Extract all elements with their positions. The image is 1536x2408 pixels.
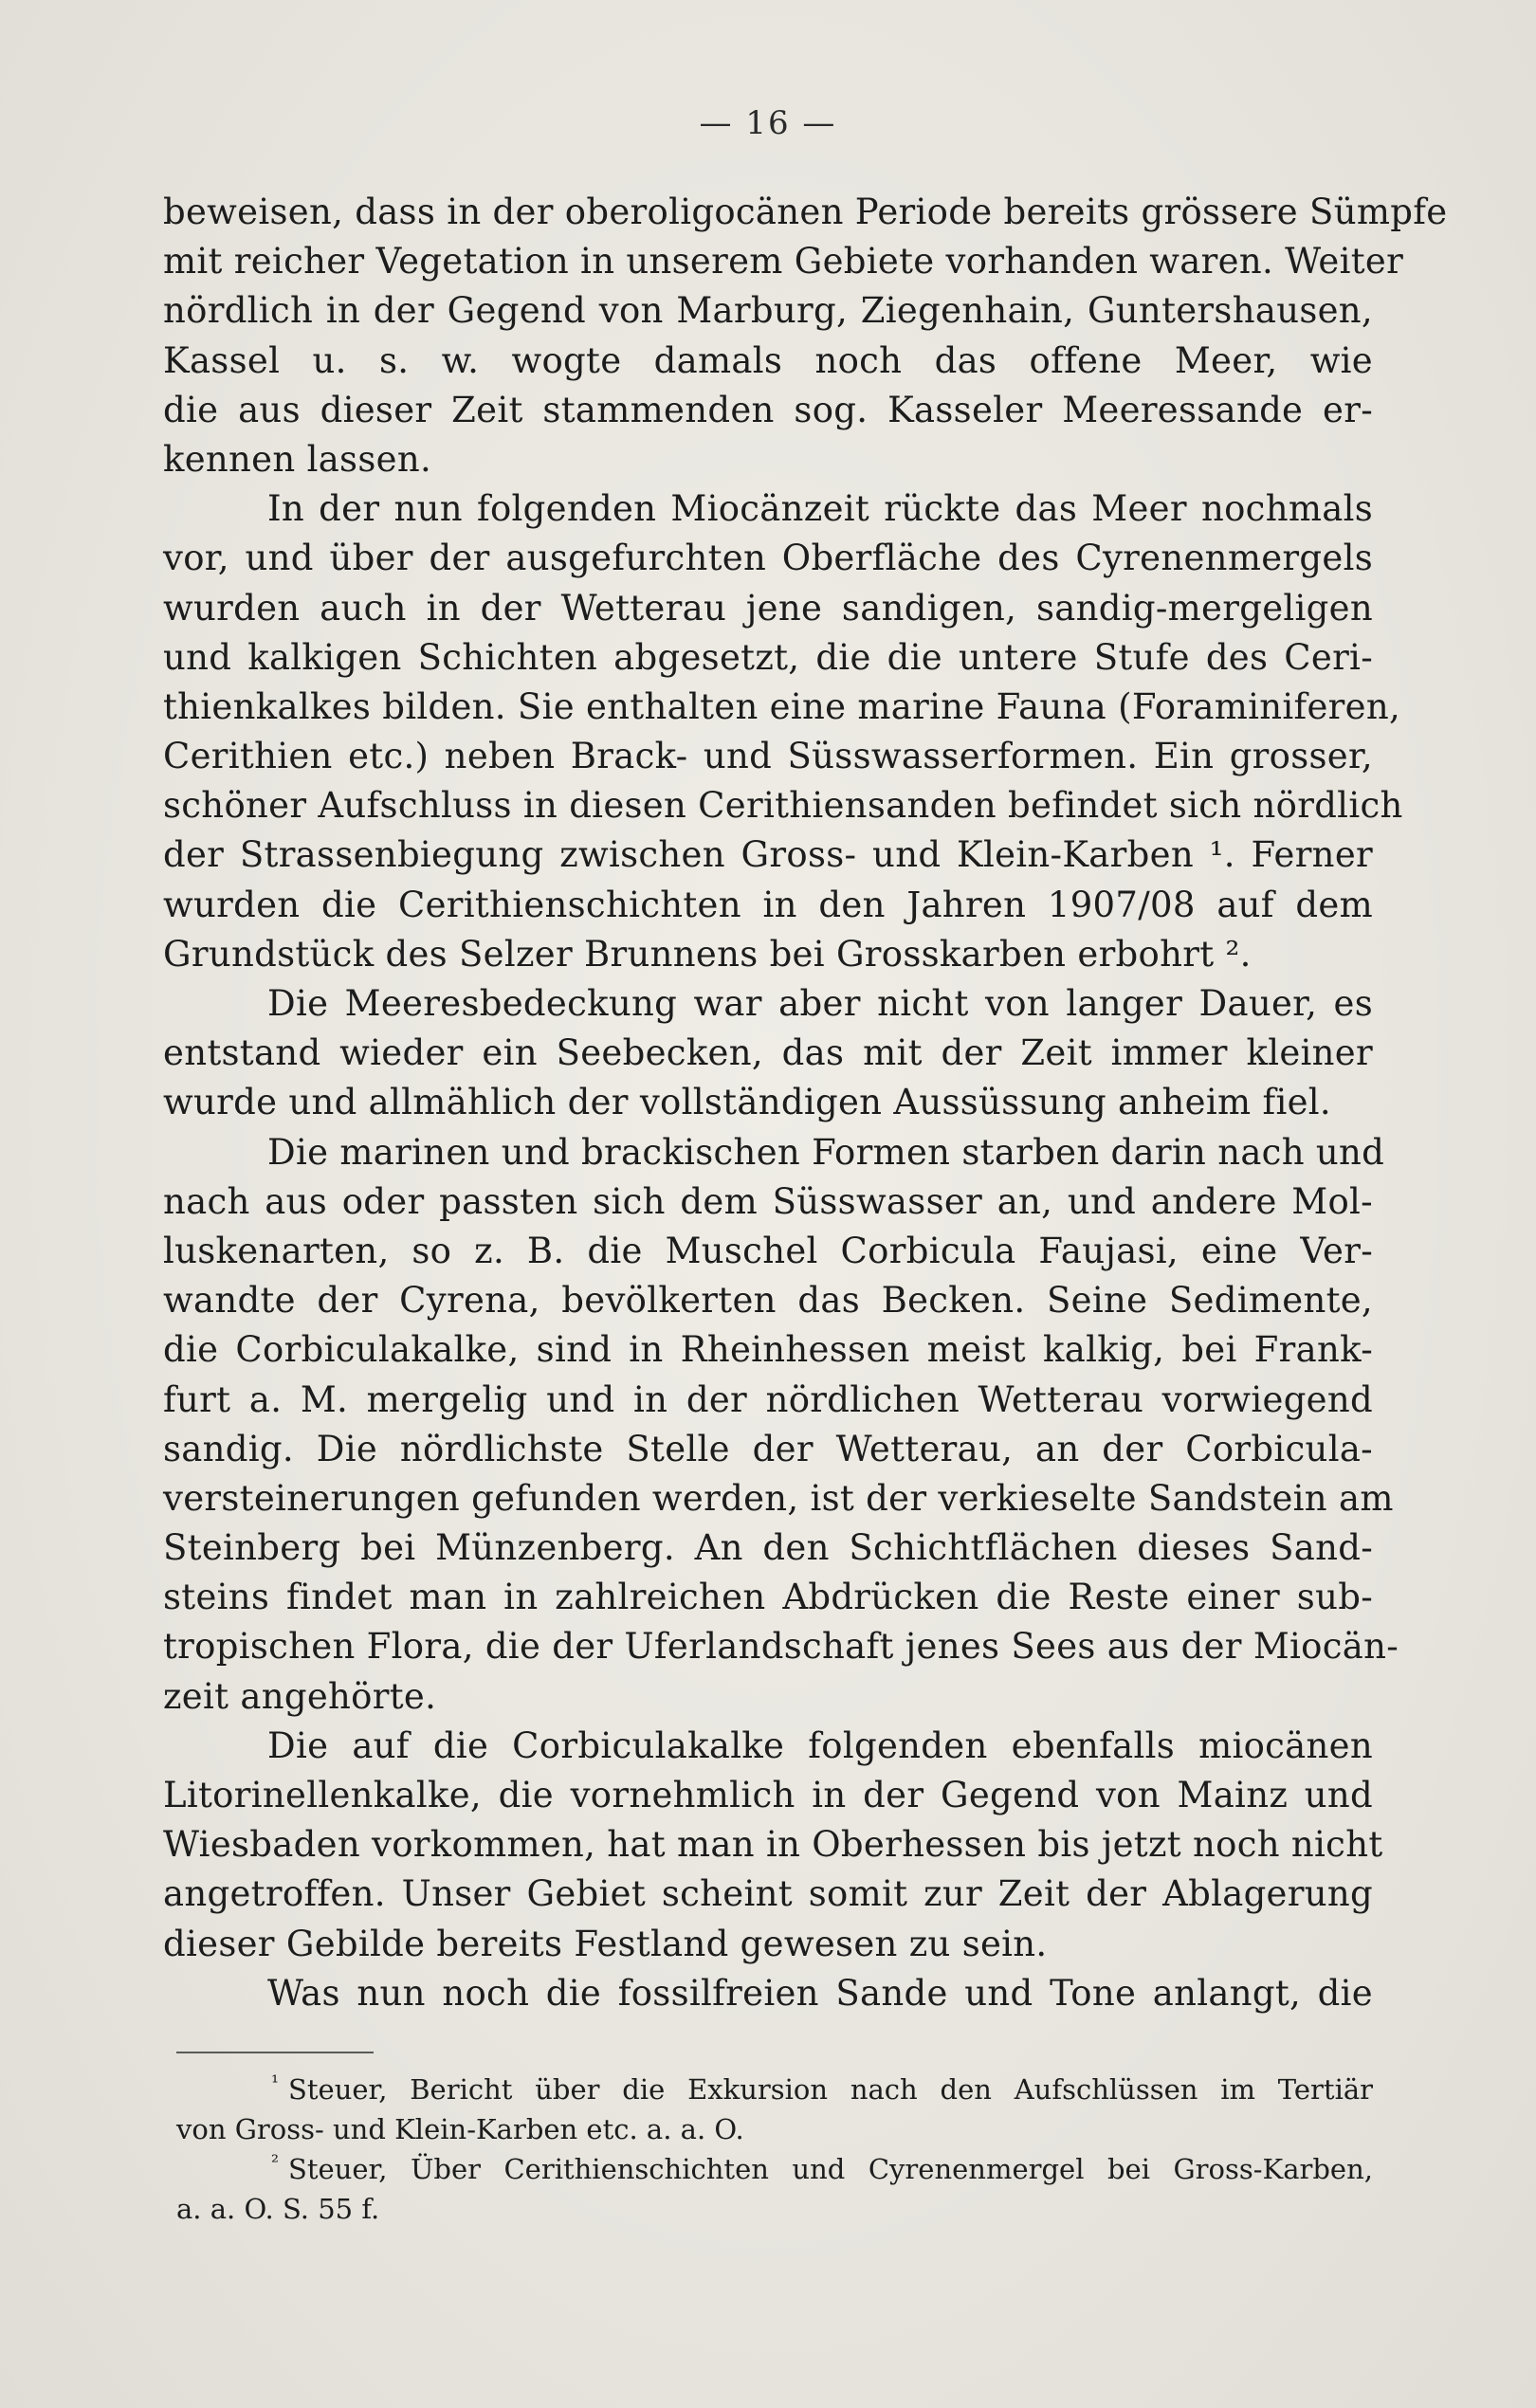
text-line: die Corbiculakalke, sind in Rheinhessen meist kalkig, bei Frank-	[163, 1329, 1373, 1371]
text-line: die aus dieser Zeit stammenden sog. Kasseler Meeressande er-	[163, 389, 1373, 430]
footnotes	[176, 2070, 1373, 2229]
text-line: Steinberg bei Münzenberg. An den Schichtflächen dieses Sand-	[163, 1527, 1373, 1569]
text-line: Die marinen und brackischen Formen starben darin nach und	[267, 1131, 1385, 1173]
text-line: Die auf die Corbiculakalke folgenden ebenfalls miocänen	[267, 1724, 1373, 1766]
footnote-line	[176, 2189, 1373, 2229]
text-line: schöner Aufschluss in diesen Cerithiensanden befindet sich nördlich	[163, 785, 1403, 827]
footnote-line	[176, 2070, 1373, 2109]
footnote-text: Steuer, Über Cerithienschichten und Cyrenenmergel bei Gross-Karben,	[288, 2153, 1373, 2185]
text-line: wurde und allmählich der vollständigen Aussüssung anheim fiel.	[163, 1082, 1331, 1123]
page-number: — 16 —	[699, 104, 837, 142]
body-text	[163, 188, 1448, 2018]
footnote-line	[176, 2109, 1373, 2149]
footnote-text: Steuer, Bericht über die Exkursion nach den Aufschlüssen im Tertiär	[288, 2073, 1373, 2106]
footnote-marker: ¹	[271, 2071, 280, 2094]
text-line: luskenarten, so z. B. die Muschel Corbicula Faujasi, eine Ver-	[163, 1230, 1373, 1271]
text-line: Wiesbaden vorkommen, hat man in Oberhessen bis jetzt noch nicht	[163, 1824, 1383, 1866]
text-line: zeit angehörte.	[163, 1675, 437, 1717]
text-line: Litorinellenkalke, die vornehmlich in der Gegend von Mainz und	[163, 1775, 1373, 1815]
footnote-text: a. a. O. S. 55 f.	[176, 2193, 380, 2225]
footnote-text: von Gross- und Klein-Karben etc. a. a. O.	[176, 2113, 744, 2145]
text-line: Cerithien etc.) neben Brack- und Süsswasserformen. Ein grosser,	[163, 736, 1373, 777]
text-line: Was nun noch die fossilfreien Sande und Tone anlangt, die	[267, 1972, 1373, 2014]
footnote-divider	[176, 2052, 374, 2053]
text-line: vor, und über der ausgefurchten Oberfläche des Cyrenenmergels	[163, 538, 1373, 579]
text-line: steins findet man in zahlreichen Abdrücken die Reste einer sub-	[163, 1577, 1373, 1618]
text-line: beweisen, dass in der oberoligocänen Periode bereits grössere Sümpfe	[163, 192, 1448, 232]
text-line: thienkalkes bilden. Sie enthalten eine marine Fauna (Foraminiferen,	[163, 685, 1401, 727]
text-line: sandig. Die nördlichste Stelle der Wetterau, an der Corbicula-	[163, 1428, 1373, 1469]
text-line: kennen lassen.	[163, 438, 432, 480]
text-line: Die Meeresbedeckung war aber nicht von langer Dauer, es	[267, 983, 1373, 1024]
text-line: angetroffen. Unser Gebiet scheint somit zur Zeit der Ablagerung	[163, 1873, 1373, 1915]
footnote-marker: ²	[271, 2150, 280, 2174]
text-line: und kalkigen Schichten abgesetzt, die die untere Stufe des Ceri-	[163, 636, 1373, 678]
footnote-line	[176, 2149, 1373, 2189]
text-line: wurden auch in der Wetterau jene sandigen, sandig-mergeligen	[163, 587, 1373, 629]
text-line: entstand wieder ein Seebecken, das mit der Zeit immer kleiner	[163, 1032, 1373, 1074]
text-line: mit reicher Vegetation in unserem Gebiete vorhanden waren. Weiter	[163, 241, 1404, 283]
text-line: tropischen Flora, die der Uferlandschaft jenes Sees aus der Miocän-	[163, 1626, 1399, 1668]
text-line: Grundstück des Selzer Brunnens bei Grosskarben erbohrt ².	[163, 933, 1252, 975]
text-line: dieser Gebilde bereits Festland gewesen zu sein.	[163, 1923, 1048, 1964]
text-line: versteinerungen gefunden werden, ist der verkieselte Sandstein am	[163, 1477, 1394, 1519]
text-line: wurden die Cerithienschichten in den Jahren 1907/08 auf dem	[163, 884, 1373, 925]
text-line: furt a. M. mergelig und in der nördlichen Wetterau vorwiegend	[163, 1378, 1373, 1420]
text-line: der Strassenbiegung zwischen Gross- und Klein-Karben ¹. Ferner	[163, 834, 1373, 876]
text-line: In der nun folgenden Miocänzeit rückte das Meer nochmals	[267, 488, 1373, 530]
text-line: nördlich in der Gegend von Marburg, Ziegenhain, Guntershausen,	[163, 290, 1373, 332]
text-line: nach aus oder passten sich dem Süsswasser an, und andere Mol-	[163, 1180, 1373, 1222]
text-line: wandte der Cyrena, bevölkerten das Becken. Seine Sedimente,	[163, 1280, 1373, 1322]
text-line: Kassel u. s. w. wogte damals noch das offene Meer, wie	[163, 339, 1373, 381]
